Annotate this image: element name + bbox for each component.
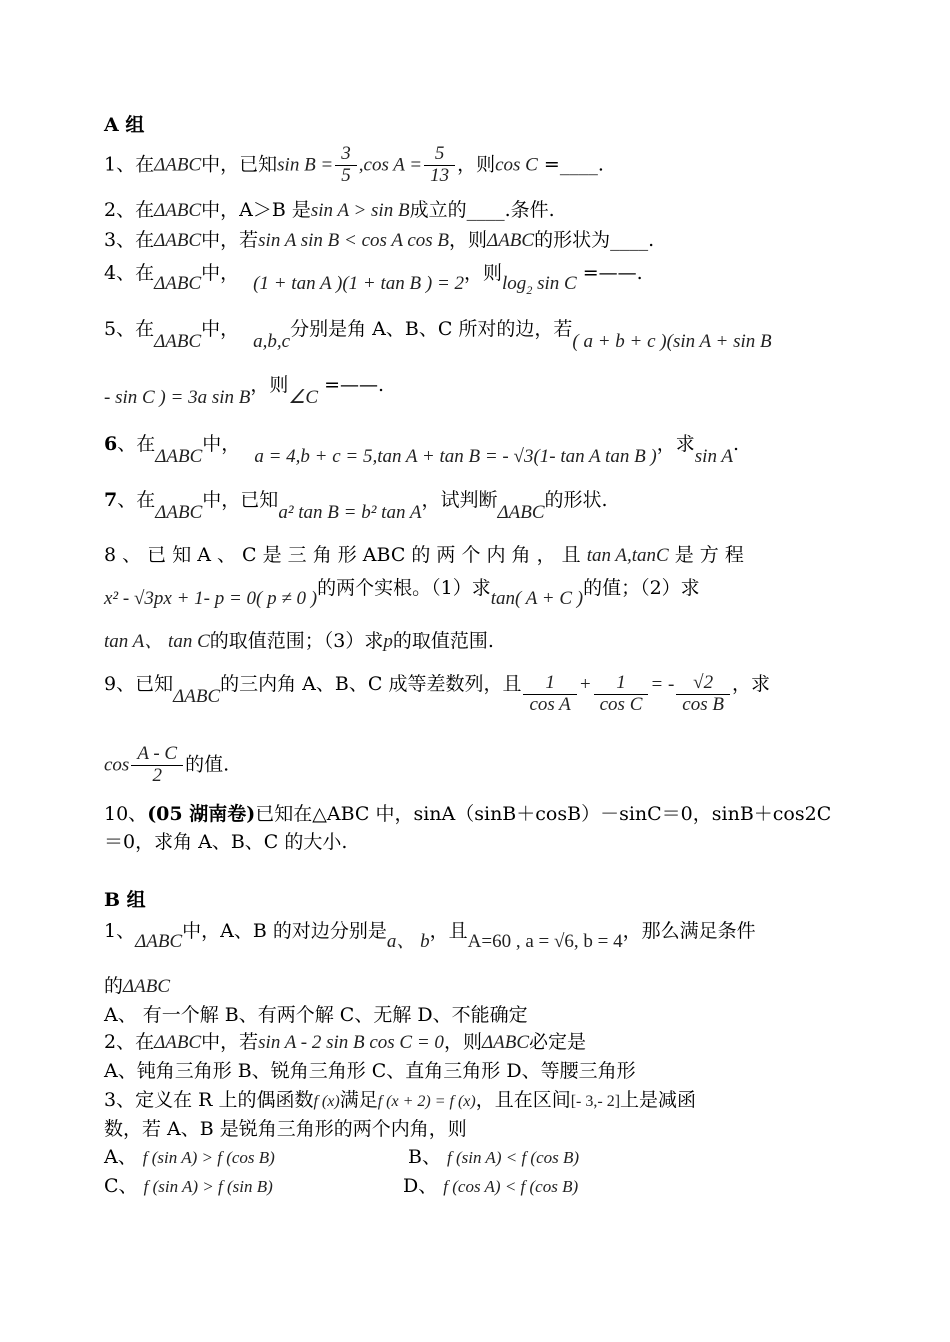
question-a9-line1: 9、已知ΔABC的三内角 A、B、C 成等差数列，且 $\frac{1}{\text{cos A}}$ + $\frac{1}{\text{cos C}}$ = - $\frac{√2}{\text{cos B}}$ ，求 <box>104 672 770 715</box>
fraction: $\frac{1}{\text{cos A}}$ <box>523 673 576 716</box>
question-a7: 7、在ΔABC中，已知a² tan B = b² tan A，试判断ΔABC的形状. <box>104 489 608 523</box>
question-b3-line2: 数，若 A、B 是锐角三角形的两个内角，则 <box>104 1118 467 1140</box>
question-b3-option-d: D、 f (cos A) < f (cos B) <box>403 1175 579 1197</box>
question-a8-line3: tan A、 tan C的取值范围；（3）求p的取值范围. <box>104 630 494 652</box>
question-a2: 2、在ΔABC中，A＞B 是sin A > sin B成立的____.条件. <box>104 199 555 221</box>
question-a4: 4、在ΔABC中， (1 + tan A )(1 + tan B ) = 2，则$\log_2 \sin C$ =——. <box>104 262 643 297</box>
fraction: $\frac{3}{5}$ <box>335 144 357 187</box>
question-b1-line2: 的ΔABC <box>104 975 171 997</box>
question-b1-options: A、 有一个解 B、有两个解 C、无解 D、不能确定 <box>104 1004 528 1026</box>
question-a5-line1: 5、在ΔABC中，a,b,c分别是角 A、B、C 所对的边，若( a + b + c )(sin A + sin B <box>104 318 772 352</box>
fraction: $\frac{A - C}{2}$ <box>131 744 183 787</box>
question-a8-line1: 8 、 已 知 A 、 C 是 三 角 形 ABC 的 两 个 内 角 ， 且 tan A,tanC 是 方 程 <box>104 544 744 566</box>
question-b3-option-c: C、 f (sin A) > f (sin B) <box>104 1175 273 1197</box>
fraction: $\frac{√2}{\text{cos B}}$ <box>676 673 730 716</box>
question-b3-option-a: A、 f (sin A) > f (cos B) <box>104 1146 275 1168</box>
fraction: $\frac{5}{13}$ <box>424 144 455 187</box>
question-a3: 3、在ΔABC中，若sin A sin B < cos A cos B，则ΔABC的形状为____. <box>104 229 655 251</box>
question-a1: 1、在ΔABC中，已知sin B = $\frac{3}{5}$ ,cos A = $\frac{5}{13}$ ，则cos C =____. <box>104 143 604 186</box>
question-a10-line1: 10、(05 湖南卷)已知在△ABC 中，sinA（sinB＋cosB）－sinC＝0，sinB＋cos2C <box>104 803 832 825</box>
question-b2-options: A、钝角三角形 B、锐角三角形 C、直角三角形 D、等腰三角形 <box>104 1060 636 1082</box>
fraction: $\frac{1}{\text{cos C}}$ <box>594 673 649 716</box>
question-a5-line2: - sin C ) = 3a sin B，则∠C =——. <box>104 374 385 408</box>
question-b3-line1: 3、定义在 R 上的偶函数f (x)满足f (x + 2) = f (x)，且在区间[- 3,- 2]上是减函 <box>104 1089 697 1111</box>
question-a10-line2: ＝0，求角 A、B、C 的大小. <box>104 831 348 853</box>
question-a6: 6、在ΔABC中，a = 4,b + c = 5,tan A + tan B = - √3(1- tan A tan B )，求sin A. <box>104 433 740 467</box>
question-b2: 2、在ΔABC中，若sin A - 2 sin B cos C = 0，则ΔABC必定是 <box>104 1031 587 1053</box>
question-b3-option-b: B、 f (sin A) < f (cos B) <box>408 1146 580 1168</box>
question-a9-line2: cos $\frac{A - C}{2}$ 的值. <box>104 743 230 786</box>
group-a-heading: A 组 <box>104 114 145 136</box>
question-b1-line1: 1、ΔABC中，A、B 的对边分别是a、 b，且A=60 , a = √6, b = 4，那么满足条件 <box>104 920 756 952</box>
group-b-heading: B 组 <box>104 889 146 911</box>
question-a8-line2: x² - √3px + 1- p = 0( p ≠ 0 )的两个实根。（1）求tan( A + C )的值；（2）求 <box>104 577 700 609</box>
